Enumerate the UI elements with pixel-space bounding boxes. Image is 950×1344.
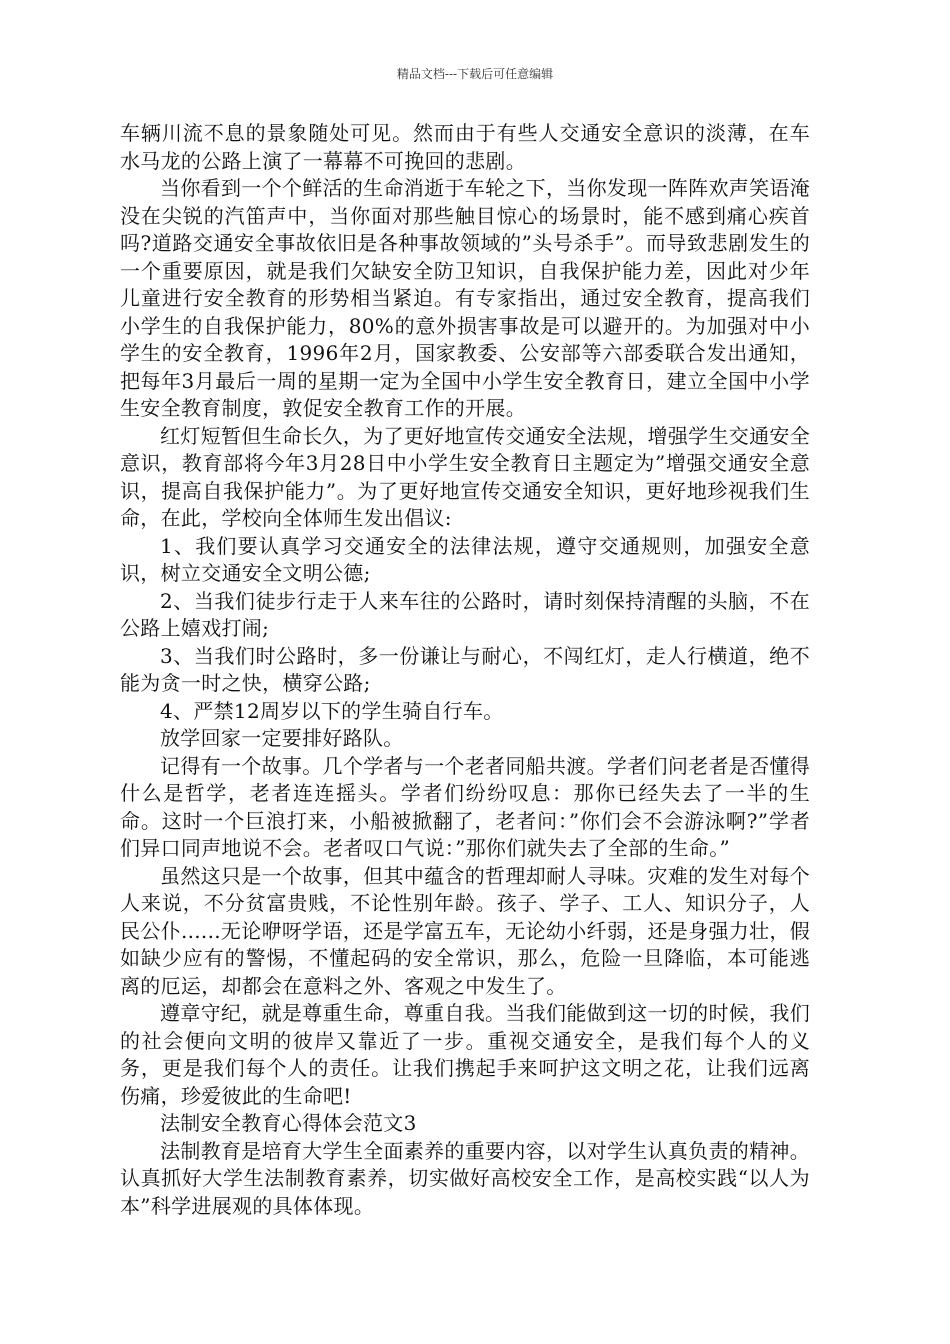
page-header: 精品文档---下载后可任意编辑 xyxy=(396,67,554,81)
proposal-item-3: 3、当我们时公路时，多一份谦让与耐心，不闯红灯，走人行横道，绝不能为贪一时之快，横穿公路; xyxy=(120,643,810,695)
paragraph-queue: 放学回家一定要排好路队。 xyxy=(160,726,404,750)
paragraph-3: 红灯短暂但生命长久，为了更好地宣传交通安全法规，增强学生交通安全意识，教育部将今年3月28日中小学生安全教育日主题定为”增强交通安全意识，提高自我保护能力”。为了更好地宣传交通安全知识，更好地珍视我们生命，在此，学校向全体师生发出倡议: xyxy=(120,423,810,530)
paragraph-2: 当你看到一个个鲜活的生命消逝于车轮之下，当你发现一阵阵欢声笑语淹没在尖锐的汽笛声中，当你面对那些触目惊心的场景时，能不感到痛心疾首吗?道路交通安全事故依旧是各种事故领域的”头号杀手”。而导致悲剧发生的一个重要原因，就是我们欠缺安全防卫知识，自我保护能力差，因此对少年儿童进行安全教育的形势相当紧迫。有专家指出，通过安全教育，提高我们小学生的自我保护能力，80%的意外损害事故是可以避开的。为加强对中小学生的安全教育，1996年2月，国家教委、公安部等六部委联合发出通知，把每年3月最后一周的星期一定为全国中小学生安全教育日，建立全国中小学生安全教育制度，敦促安全教育工作的开展。 xyxy=(120,176,810,420)
paragraph-conclusion: 遵章守纪，就是尊重生命，尊重自我。当我们能做到这一切的时候，我们的社会便向文明的彼岸又靠近了一步。重视交通安全，是我们每个人的义务，更是我们每个人的责任。让我们携起手来呵护这文明之花，让我们远离伤痛，珍爱彼此的生命吧! xyxy=(120,1001,810,1108)
proposal-item-2: 2、当我们徒步行走于人来车往的公路时，请时刻保持清醒的头脑，不在公路上嬉戏打闹; xyxy=(120,588,810,640)
paragraph-1: 车辆川流不息的景象随处可见。然而由于有些人交通安全意识的淡薄，在车水马龙的公路上演了一幕幕不可挽回的悲剧。 xyxy=(120,121,810,173)
paragraph-story: 记得有一个故事。几个学者与一个老者同船共渡。学者们问老者是否懂得什么是哲学，老者连连摇头。学者们纷纷叹息：那你已经失去了一半的生命。这时一个巨浪打来，小船被掀翻了，老者问：”你们会不会游泳啊?”学者们异口同声地说不会。老者叹口气说：”那你们就失去了全部的生命。” xyxy=(120,753,810,860)
proposal-item-4: 4、严禁12周岁以下的学生骑自行车。 xyxy=(160,698,504,723)
paragraph-reflection: 虽然这只是一个故事，但其中蕴含的哲理却耐人寻味。灾难的发生对每个人来说，不分贫富贵贱，不论性别年龄。孩子、学子、工人、知识分子，人民公仆......无论咿呀学语，还是学富五车，无论幼小纤弱，还是身强力壮，假如缺少应有的警惕，不懂起码的安全常识，那么，危险一旦降临，本可能逃离的厄运，却都会在意料之外、客观之中发生了。 xyxy=(120,863,810,998)
paragraph-section-intro: 法制教育是培育大学生全面素养的重要内容，以对学生认真负责的精神。认真抓好大学生法制教育素养，切实做好高校安全工作，是高校实践“以人为本”科学进展观的具体体现。 xyxy=(120,1138,810,1218)
document-body xyxy=(120,120,810,1220)
section-title: 法制安全教育心得体会范文3 xyxy=(160,1111,417,1135)
proposal-item-1: 1、我们要认真学习交通安全的法律法规，遵守交通规则，加强安全意识，树立交通安全文明公德; xyxy=(120,533,810,585)
